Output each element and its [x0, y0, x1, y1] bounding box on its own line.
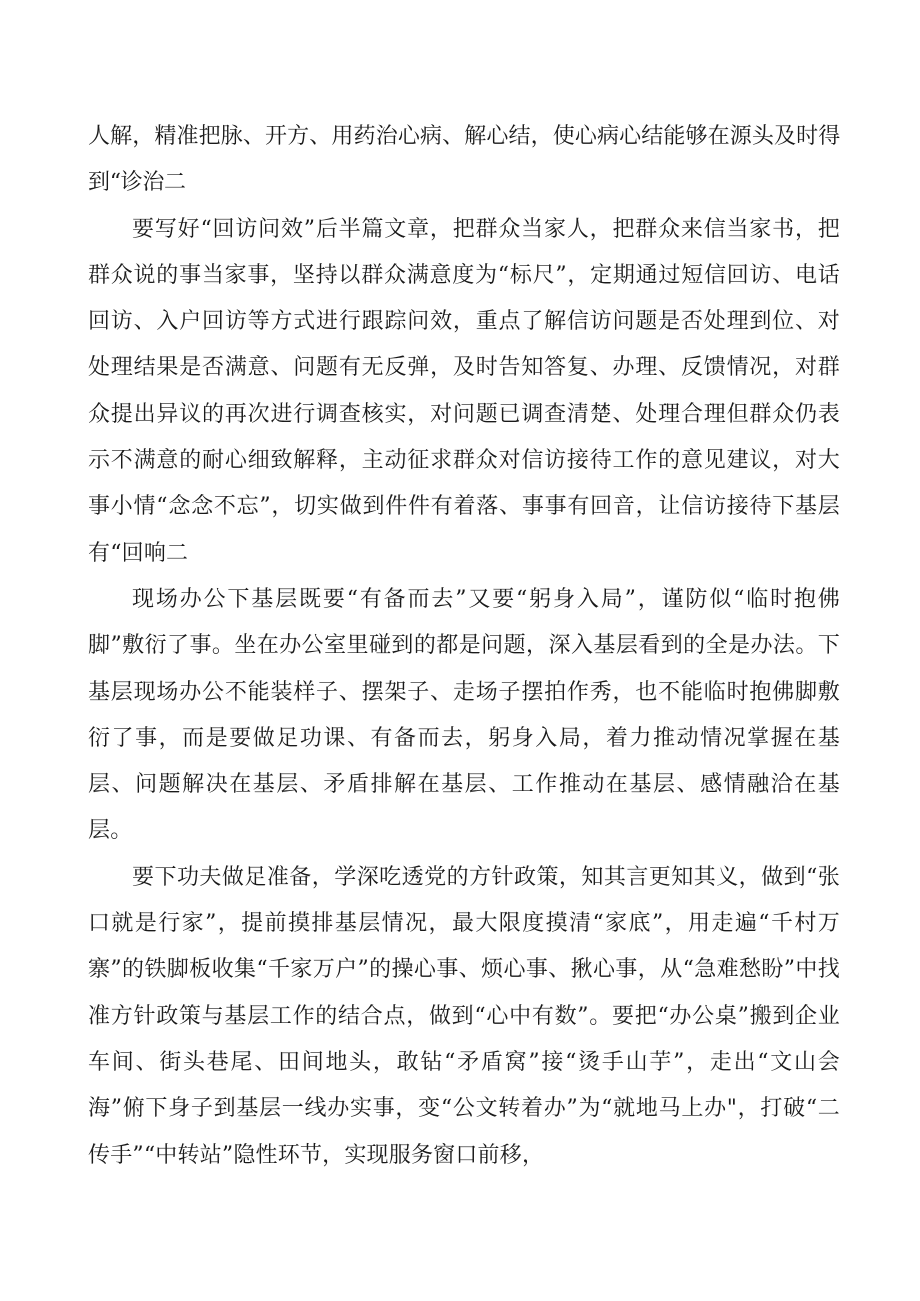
- paragraph-2: 要写好“回访问效”后半篇文章，把群众当家人，把群众来信当家书，把群众说的事当家事，坚持以群众满意度为“标尺”，定期通过短信回访、电话回访、入户回访等方式进行跟踪问效，重点了解信访问题是否处理到位、对处理结果是否满意、问题有无反弹，及时告知答复、办理、反馈情况，对群众提出异议的再次进行调查核实，对问题已调查清楚、处理合理但群众仍表示不满意的耐心细致解释，主动征求群众对信访接待工作的意见建议，对大事小情“念念不忘”，切实做到件件有着落、事事有回音，让信访接待下基层有“回响二: [88, 216, 840, 566]
- paragraph-3: 现场办公下基层既要“有备而去”又要“躬身入局”，谨防似“临时抱佛脚”敷衍了事。坐在办公室里碰到的都是问题，深入基层看到的全是办法。下基层现场办公不能装样子、摆架子、走场子摆拍作秀，也不能临时抱佛脚敷衍了事，而是要做足功课、有备而去，躬身入局，着力推动情况掌握在基层、问题解决在基层、矛盾排解在基层、工作推动在基层、感情融洽在基层。: [88, 586, 840, 844]
- paragraph-1: 人解，精准把脉、开方、用药治心病、解心结，使心病心结能够在源头及时得到“诊治二: [88, 124, 840, 196]
- document-body: [88, 114, 840, 1179]
- paragraph-4: 要下功夫做足准备，学深吃透党的方针政策，知其言更知其义，做到“张口就是行家”，提前摸排基层情况，最大限度摸清“家底”，用走遍“千村万寨”的铁脚板收集“千家万户”的操心事、烦心事、揪心事，从“急难愁盼”中找准方针政策与基层工作的结合点，做到“心中有数”。要把“办公桌”搬到企业车间、街头巷尾、田间地头，敢钻“矛盾窝”接“烫手山芋”，走出“文山会海”俯下身子到基层一线办实事，变“公文转着办”为“就地马上办"，打破“二传手”“中转站”隐性环节，实现服务窗口前移，: [88, 864, 840, 1168]
